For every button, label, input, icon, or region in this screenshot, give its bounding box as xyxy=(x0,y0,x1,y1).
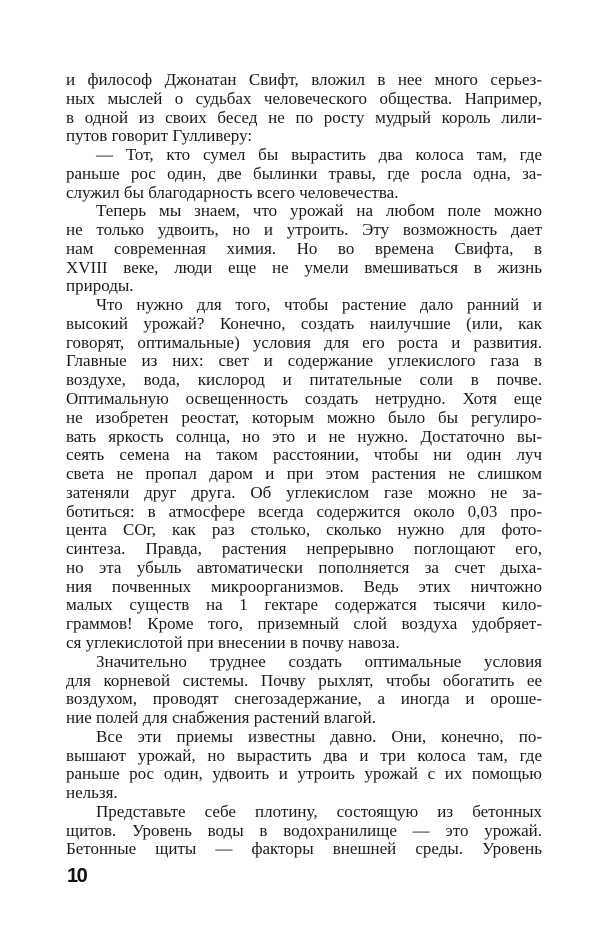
text-line: затеняли друг друга. Об углекислом газе можно не за- xyxy=(66,482,542,502)
text-line: граммов! Кроме того, приземный слой воздуха удобряет- xyxy=(66,614,542,634)
text-line: нам современная химия. Но во времена Свифта, в xyxy=(66,238,542,258)
text-line: Значительно труднее создать оптимальные условия xyxy=(96,651,542,671)
paragraph xyxy=(66,803,542,859)
text-line: Теперь мы знаем, что урожай на любом поле можно xyxy=(96,201,542,221)
text-line: воздухе, вода, кислород и питательные соли в почве. xyxy=(66,370,542,390)
text-line: синтеза. Правда, растения непрерывно поглощают его, xyxy=(66,539,542,559)
text-line: Что нужно для того, чтобы растение дало ранний и xyxy=(96,295,542,315)
text-line: раньше рос один, две былинки травы, где росла одна, за- xyxy=(66,163,542,183)
text-line: но эта убыль автоматически пополняется за счет дыха- xyxy=(66,557,542,577)
text-line: Главные из них: свет и содержание углекислого газа в xyxy=(66,351,542,371)
paragraph xyxy=(66,71,542,146)
text-line: Представьте себе плотину, состоящую из бетонных xyxy=(96,801,542,821)
text-line: ния почвенных микроорганизмов. Ведь этих ничтожно xyxy=(66,576,542,596)
text-line: служил бы благодарность всего человечества. xyxy=(66,182,399,202)
text-line: не изобретен реостат, которым можно было бы регулиро- xyxy=(66,407,542,427)
text-line: не только удвоить, но и утроить. Эту возможность дает xyxy=(66,220,542,240)
paragraph xyxy=(66,146,542,202)
text-line: Бетонные щиты — факторы внешней среды. Уровень xyxy=(66,839,542,859)
text-line: — Тот, кто сумел бы вырастить два колоса там, где xyxy=(96,145,542,165)
text-line: в одной из своих бесед не по росту мудрый король лили- xyxy=(66,107,542,127)
text-line: цента СОг, как раз столько, сколько нужно для фото- xyxy=(66,520,542,540)
text-line: ся углекислотой при внесении в почву навоза. xyxy=(66,632,400,652)
text-line: щитов. Уровень воды в водохранилище — это урожай. xyxy=(66,820,542,840)
text-line: вать яркость солнца, но это и не нужно. Достаточно вы- xyxy=(66,426,542,446)
text-line: путов говорит Гулливеру: xyxy=(66,126,253,146)
text-line: XVIII веке, люди еще не умели вмешиваться в жизнь xyxy=(66,257,542,277)
paragraph xyxy=(66,653,542,728)
text-line: ние полей для снабжения растений влагой. xyxy=(66,708,377,728)
text-line: вышают урожай, но вырастить два и три колоса там, где xyxy=(66,745,542,765)
text-line: нельзя. xyxy=(66,783,118,803)
text-line: раньше рос один, удвоить и утроить урожай с их помощью xyxy=(66,764,542,784)
text-line: света не пропал даром и при этом растения не слишком xyxy=(66,464,542,484)
text-line: Оптимальную освещенность создать нетрудно. Хотя еще xyxy=(66,389,542,409)
text-line: Все эти приемы известны давно. Они, конечно, по- xyxy=(96,726,542,746)
text-line: воздухом, проводят снегозадержание, а иногда и ороше- xyxy=(66,689,542,709)
text-line: ных мыслей о судьбах человеческого общества. Например, xyxy=(66,88,542,108)
text-line: ботиться: в атмосфере всегда содержится около 0,03 про- xyxy=(66,501,542,521)
page-body-text xyxy=(66,71,542,859)
page-number: 10 xyxy=(67,865,87,887)
text-line: природы. xyxy=(66,276,134,296)
paragraph xyxy=(66,728,542,803)
text-line: сеять семена на таком расстоянии, чтобы ни один луч xyxy=(66,445,542,465)
text-line: и философ Джонатан Свифт, вложил в нее много серьез- xyxy=(66,70,542,89)
paragraph xyxy=(66,296,542,653)
text-line: говорят, оптимальные) условия для его роста и развития. xyxy=(66,332,542,352)
text-line: для корневой системы. Почву рыхлят, чтобы обогатить ее xyxy=(66,670,542,690)
paragraph xyxy=(66,202,542,296)
text-line: высокий урожай? Конечно, создать наилучшие (или, как xyxy=(66,313,542,333)
text-line: малых существ на 1 гектаре содержатся тысячи кило- xyxy=(66,595,542,615)
